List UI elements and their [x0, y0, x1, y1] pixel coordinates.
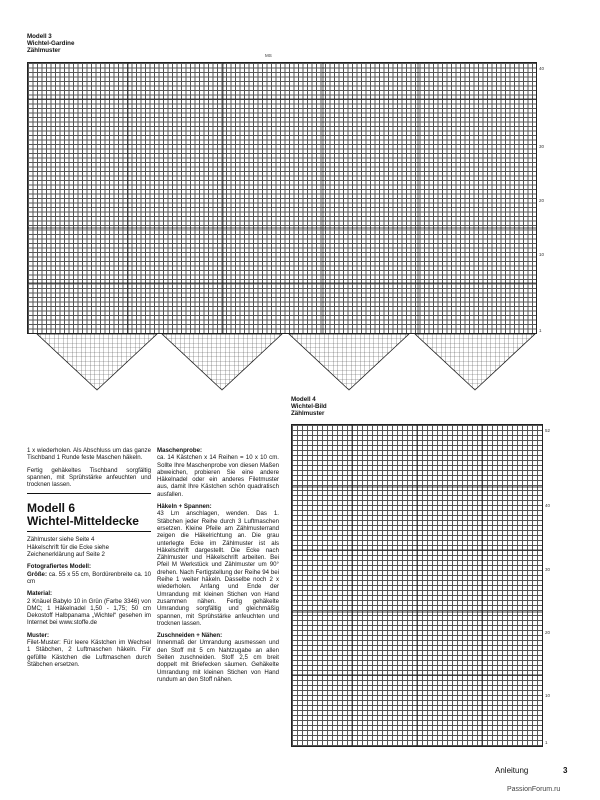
column-1	[27, 447, 151, 673]
zuschneiden-text: Innenmaß der Umrandung ausmessen und den Stoff mit 5 cm Nahtzugabe an allen Seiten zuschneiden. Stoff 2,5 cm breit doppelt mit Briefecken säumen. Gehäkelte Umrandung mit kleinen Stichen von Hand rundum an den Stoff nähen.	[157, 639, 279, 683]
footer-section: Anleitung	[495, 766, 529, 775]
muster-text: Filet-Muster: Für leere Kästchen im Wechsel 1 Stäbchen, 2 Luftmaschen häkeln. Für gefüllte Kästchen die Luftmaschen durch Stäbchen ersetzen.	[27, 639, 151, 668]
maschenprobe-text: ca. 14 Kästchen x 14 Reihen = 10 x 10 cm. Sollte Ihre Maschenprobe von diesen Maßen abweichen, probieren Sie eine andere Häkelnadel oder ein anderes Filetmuster aus, damit Ihre Kästchen schön quadratisch ausfallen.	[157, 454, 279, 498]
model4-heading	[291, 396, 327, 417]
section-rule	[27, 493, 151, 494]
haekeln-heading: Häkeln + Spannen:	[157, 503, 212, 511]
model3-pattern	[28, 63, 537, 334]
col1-reference: Zählmuster siehe Seite 4 Häkelschrift für die Ecke siehe Zeichenerklärung auf Seite 2	[27, 536, 109, 559]
maschenprobe-heading: Maschenprobe:	[157, 447, 203, 454]
col1-intro2: Fertig gehäkeltes Tischband sorgfältig spannen, mit Sprühstärke anfeuchten und trocknen lassen.	[27, 466, 151, 489]
model3-chart-grid	[27, 62, 537, 334]
foto-heading: Fotografiertes Modell:	[27, 563, 91, 571]
model4-row-label: 10	[545, 693, 551, 698]
material-heading: Material:	[27, 590, 53, 598]
model3-scallop-edge	[27, 334, 539, 396]
model3-row-label: 40	[539, 66, 545, 71]
model4-title: Modell 4	[291, 396, 316, 403]
watermark: PassionForum.ru	[507, 786, 561, 793]
model3-row-label: 1	[539, 328, 542, 333]
model4-row-label: 40	[545, 503, 551, 508]
model4-subtitle: Wichtel-Bild	[291, 403, 327, 410]
haekeln-text: 43 Lm anschlagen, wenden. Das 1. Stäbchen jeder Reihe durch 3 Luftmaschen ersetzen. Kleine Pfeile am Zählmusterrand zeigen die Häkelrichtung an. Die grau unterlegte Ecke im Zählmuster ist als Häkelschrift dargestellt. Die Ecke nach Zählmuster und Häkelschrift arbeiten. Bei Pfeil M Werkstück und Zählmuster um 90° drehen. Nach Fertigstellung der Reihe 94 bei Reihe 1 weiter häkeln. Dasselbe noch 2 x wiederholen. Anfang und Ende der Umrandung mit kleinen Stichen von Hand zusammen nähen. Fertig gehäkelte Umrandung sorgfältig und gleichmäßig spannen, mit Sprühstärke anfeuchten und trocknen lassen.	[157, 510, 279, 627]
model4-label: Zählmuster	[291, 410, 325, 417]
foto-size-label: Größe:	[27, 570, 47, 578]
model3-row-label: 20	[539, 198, 545, 203]
modell6-title: Modell 6	[27, 501, 76, 516]
model4-row-label: 30	[545, 567, 551, 572]
foto-size-text: ca. 55 x 55 cm, Bordürenbreite ca. 10 cm	[27, 570, 151, 585]
model4-row-label: 1	[545, 740, 548, 745]
model3-subtitle: Wichtel-Gardine	[27, 40, 75, 47]
model4-pattern	[292, 425, 543, 747]
model3-heading	[27, 33, 74, 54]
muster-heading: Muster:	[27, 631, 50, 639]
model4-row-label: 20	[545, 630, 551, 635]
model3-ms-mark: MS	[265, 53, 272, 58]
model3-row-label: 30	[539, 144, 545, 149]
material-text: 2 Knäuel Babylo 10 in Grün (Farbe 3346) von DMC; 1 Häkelnadel 1,50 - 1,75; 50 cm Dekostoff Halbpanama „Wichtel“ gesehen im Internet bei www.stoffe.de	[27, 597, 151, 627]
col1-intro: 1 x wiederholen. Als Abschluss um das ganze Tischband 1 Runde feste Maschen häkeln.	[27, 447, 151, 462]
page-number: 3	[563, 766, 568, 775]
model3-label: Zählmuster	[27, 47, 61, 54]
zuschneiden-heading: Zuschneiden + Nähen:	[157, 632, 223, 640]
section-rule	[27, 531, 151, 532]
model4-chart-grid	[291, 424, 543, 747]
modell6-subtitle: Wichtel-Mitteldecke	[27, 514, 139, 529]
model3-title: Modell 3	[27, 33, 52, 40]
model4-row-label: 52	[545, 428, 551, 433]
model3-row-label: 10	[539, 252, 545, 257]
column-2	[157, 447, 279, 688]
